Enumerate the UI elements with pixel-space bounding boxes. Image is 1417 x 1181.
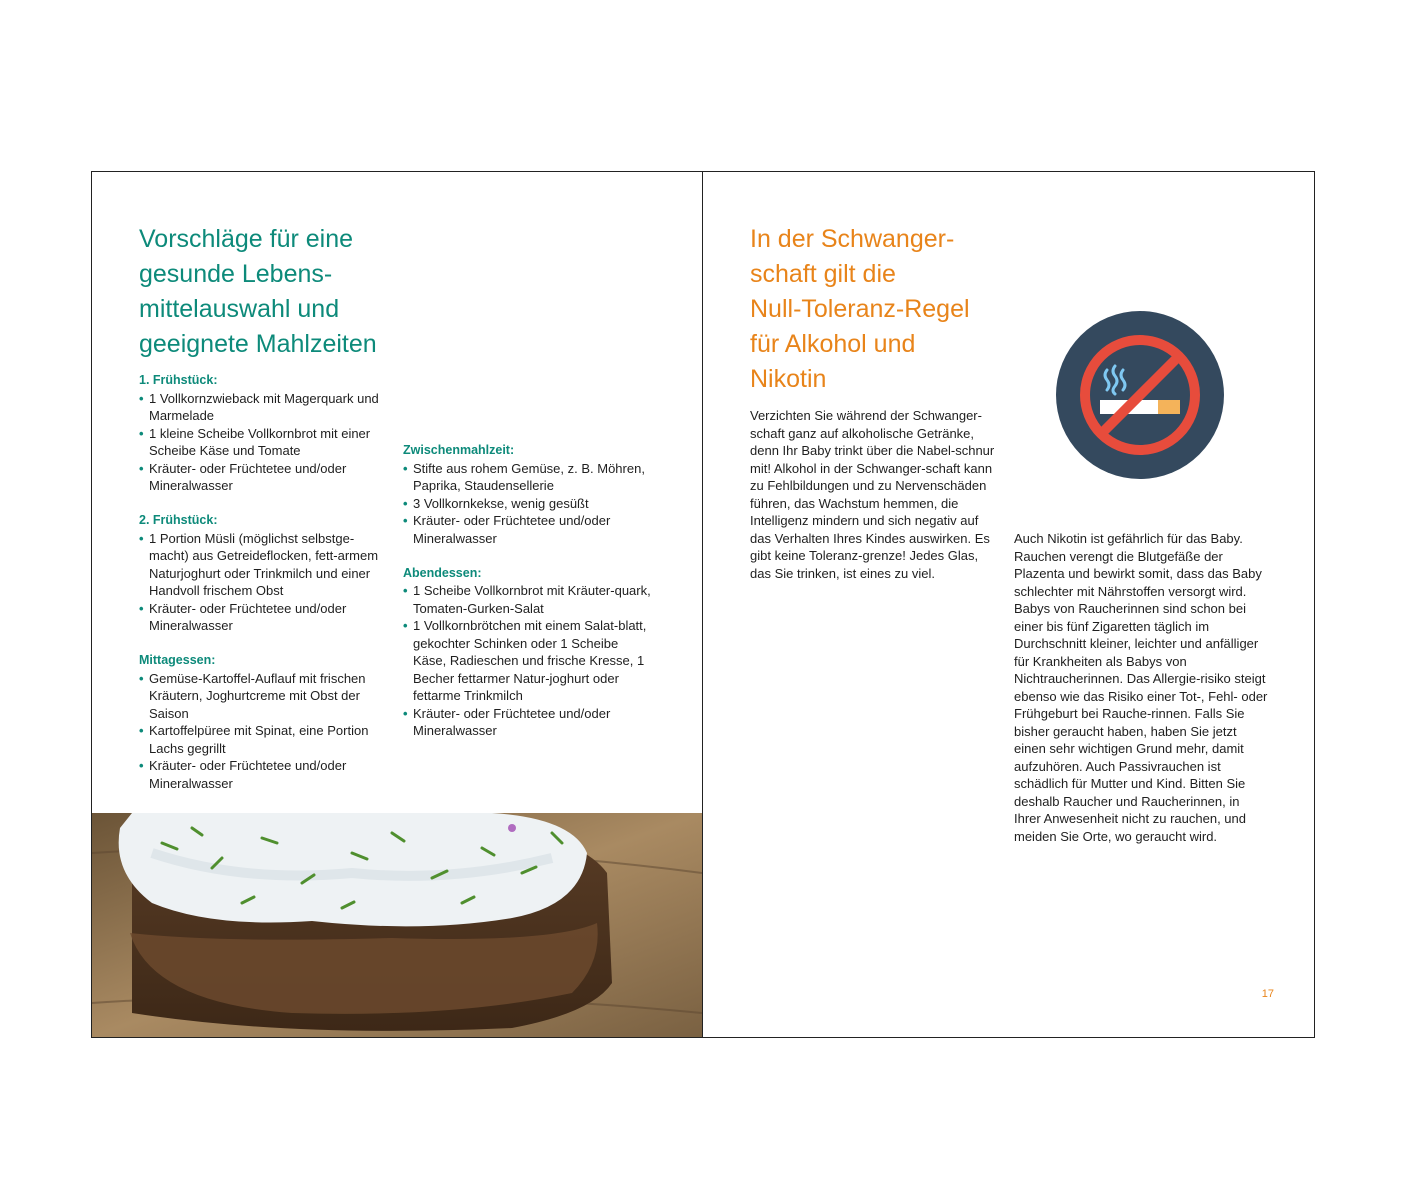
left-heading — [139, 222, 419, 362]
meal-column-1 — [139, 372, 389, 810]
book-spread — [91, 171, 1315, 1038]
no-smoking-icon — [1055, 310, 1225, 480]
list-item: • Kräuter- oder Früchtetee und/oder Mineralwasser — [403, 705, 653, 740]
list-item: • 1 Scheibe Vollkornbrot mit Kräuter-quark, Tomaten-Gurken-Salat — [403, 582, 653, 617]
list-item: • Kräuter- oder Früchtetee und/oder Mineralwasser — [403, 512, 653, 547]
meal-section-snack — [403, 442, 653, 547]
nicotine-paragraph: Auch Nikotin ist gefährlich für das Baby. Rauchen verengt die Blutgefäße der Plazenta und bewirkt somit, dass das Baby schlechter mit Nährstoffen versorgt wird. Babys von Raucherinnen sind schon bei einer bis fünf Zigaretten täglich im Durchschnitt kleiner, leichter und anfälliger für Krankheiten als Babys von Nichtraucherinnen. Das Allergie-risiko steigt ebenso wie das Risiko einer Tot-, Fehl- oder Frühgeburt bei Rauche-rinnen. Falls Sie bisher geraucht haben, haben Sie jetzt einen sehr wichtigen Grund mehr, damit aufzuhören. Auch Passivrauchen ist schädlich für Mutter und Kind. Bitten Sie deshalb Raucher und Raucherinnen, in Ihrer Anwesenheit nicht zu rauchen, und meiden Sie Orte, wo geraucht wird. — [1014, 531, 1268, 844]
heading-line: für Alkohol und — [750, 330, 916, 358]
list-item: • Kräuter- oder Früchtetee und/oder Mineralwasser — [139, 460, 389, 495]
heading-line: gesunde Lebens- — [139, 260, 333, 288]
list-item: • Kartoffelpüree mit Spinat, eine Portion Lachs gegrillt — [139, 722, 389, 757]
meal-section-breakfast-1 — [139, 372, 389, 495]
heading-line: Null-Toleranz-Regel — [750, 295, 970, 323]
alcohol-paragraph: Verzichten Sie während der Schwanger-schaft ganz auf alkoholische Getränke, denn Ihr Baby trinkt über die Nabel-schnur mit! Alkohol in der Schwanger-schaft kann zu Fehlbildungen und zu Nervenschäden führen, das Wachstum hemmen, die Intelligenz mindern und sich negativ auf das Verhalten Ihres Kindes auswirken. Es gibt keine Toleranz-grenze! Jedes Glas, das Sie trinken, ist eines zu viel. — [750, 408, 995, 581]
heading-line: In der Schwanger- — [750, 225, 955, 253]
heading-line: Nikotin — [750, 365, 827, 393]
list-item: • 1 kleine Scheibe Vollkornbrot mit einer Scheibe Käse und Tomate — [139, 425, 389, 460]
right-heading — [750, 222, 990, 397]
list-item: • Kräuter- oder Früchtetee und/oder Mineralwasser — [139, 600, 389, 635]
heading-line: geeignete Mahlzeiten — [139, 330, 377, 358]
heading-line: Vorschläge für eine — [139, 225, 354, 253]
section-title: Abendessen: — [403, 565, 482, 580]
section-title: Mittagessen: — [139, 653, 216, 667]
left-page — [92, 172, 702, 1037]
section-title: Zwischenmahlzeit: — [403, 443, 515, 457]
list-item: • 1 Vollkornzwieback mit Magerquark und Marmelade — [139, 390, 389, 425]
list-item: • Stifte aus rohem Gemüse, z. B. Möhren, Paprika, Staudensellerie — [403, 460, 653, 495]
list-item: • 3 Vollkornkekse, wenig gesüßt — [403, 495, 653, 513]
section-title: 1. Frühstück: — [139, 373, 218, 387]
list-item: • 1 Vollkornbrötchen mit einem Salat-blatt, gekochter Schinken oder 1 Scheibe Käse, Radieschen und frische Kresse, 1 Becher fettarmer Natur-joghurt oder fettarme Trinkmilch — [403, 617, 653, 705]
list-item: • 1 Portion Müsli (möglichst selbstge-macht) aus Getreideflocken, fett-armem Naturjoghurt oder Trinkmilch und einer Handvoll frischem Obst — [139, 530, 389, 600]
heading-line: mittelauswahl und — [139, 295, 340, 323]
meal-section-dinner — [403, 565, 653, 740]
list-item: • Gemüse-Kartoffel-Auflauf mit frischen Kräutern, Joghurtcreme mit Obst der Saison — [139, 670, 389, 723]
page-number: 17 — [1261, 988, 1274, 1000]
bread-photo — [92, 813, 702, 1037]
meal-section-breakfast-2 — [139, 512, 389, 635]
meal-column-2 — [403, 442, 653, 757]
list-item: • Kräuter- oder Früchtetee und/oder Mineralwasser — [139, 757, 389, 792]
section-title: 2. Frühstück: — [139, 513, 218, 527]
heading-line: schaft gilt die — [750, 260, 896, 288]
right-page — [703, 172, 1314, 1037]
meal-section-lunch — [139, 652, 389, 792]
